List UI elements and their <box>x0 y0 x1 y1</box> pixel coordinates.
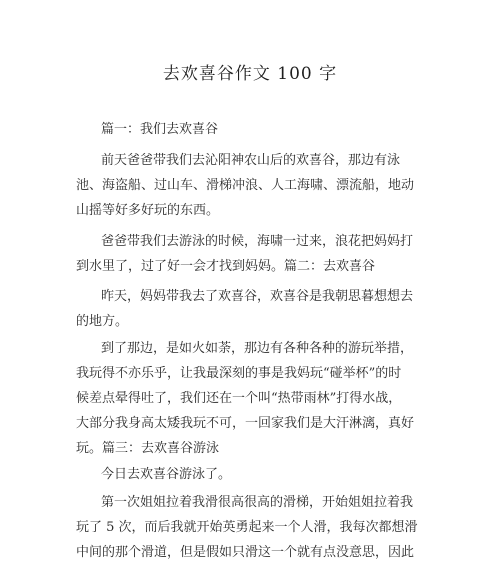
paragraph-6 <box>76 490 416 565</box>
paragraph-line: 山摇等好多好玩的东西。 <box>76 203 220 218</box>
paragraph-line: 到水里了，过了好一会才找到妈妈。篇二：去欢喜谷 <box>76 259 376 274</box>
paragraph-line: 昨天，妈妈带我去了欢喜谷，欢喜谷是我朝思暮想想去 <box>101 289 414 304</box>
paragraph-line: 中间的那个滑道，但是假如只滑这一个就有点没意思，因此 <box>76 545 415 560</box>
document-title: 去欢喜谷作文 100 字 <box>162 64 338 84</box>
section-heading: 篇一：我们去欢喜谷 <box>101 122 219 137</box>
paragraph-line: 前天爸爸带我们去沁阳神农山后的欢喜谷，那边有泳 <box>101 153 401 168</box>
paragraph-4 <box>76 336 416 461</box>
paragraph-line: 第一次姐姐拉着我滑很高很高的滑梯，开始姐姐拉着我 <box>101 495 414 510</box>
paragraph-line: 大部分我身高太矮我玩不可，一回家我们是大汗淋漓，真好 <box>76 416 415 431</box>
paragraph-line: 玩了 5 次，而后我就开始英勇起来一个人滑，我每次都想滑 <box>76 520 418 535</box>
paragraph-5 <box>76 462 416 487</box>
paragraph-line: 候差点晕得吐了，我们还在一个叫“热带雨林”打得水战， <box>76 391 402 406</box>
paragraph-line: 的地方。 <box>76 314 129 329</box>
paragraph-2 <box>76 229 416 279</box>
paragraph-line: 爸爸带我们去游泳的时候，海啸一过来，浪花把妈妈打 <box>101 234 414 249</box>
paragraph-line: 池、海盗船、过山车、滑梯冲浪、人工海啸、漂流船，地动 <box>76 178 415 193</box>
paragraph-3 <box>76 284 416 334</box>
paragraph-line: 今日去欢喜谷游泳了。 <box>101 467 232 482</box>
paragraph-line: 玩。篇三：去欢喜谷游泳 <box>76 441 220 456</box>
paragraph-1 <box>76 148 416 223</box>
paragraph-line: 我玩得不亦乐乎，让我最深刻的事是我妈玩“碰举杯”的时 <box>76 366 402 381</box>
paragraph-line: 到了那边，是如火如荼，那边有各种各种的游玩举措， <box>101 341 414 356</box>
